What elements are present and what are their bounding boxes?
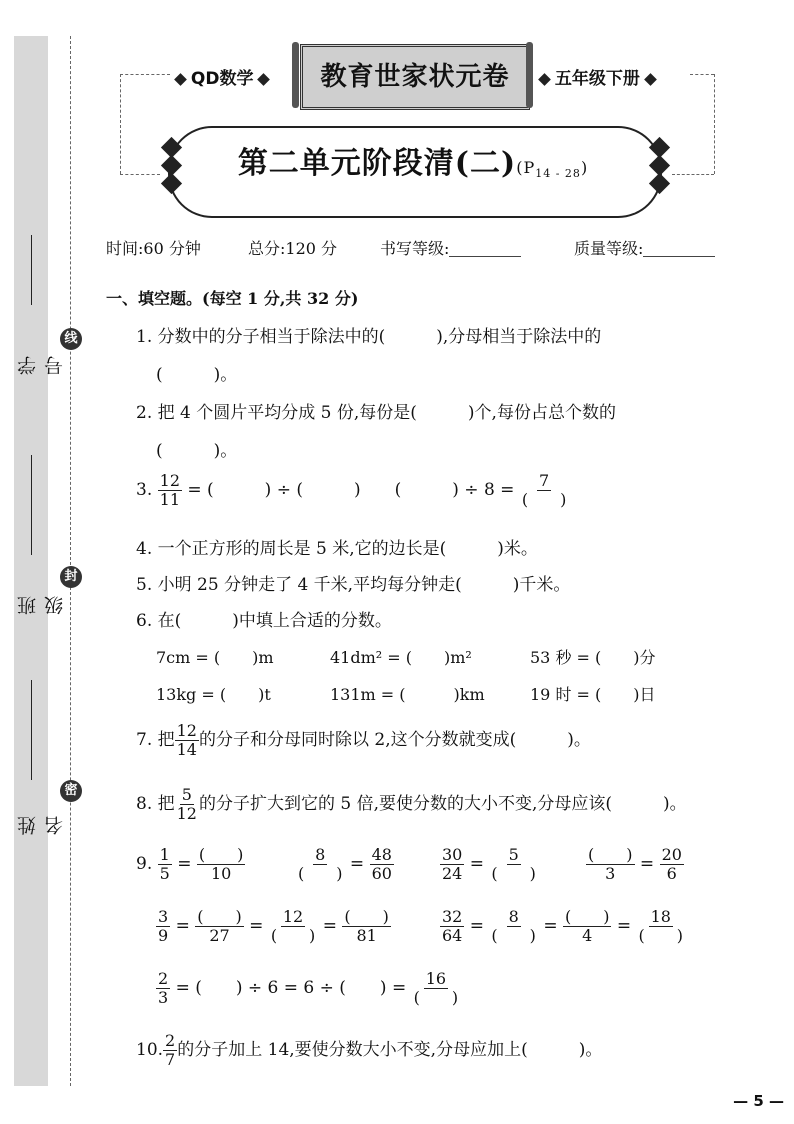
numerator: 32 bbox=[442, 907, 463, 926]
name-line bbox=[31, 680, 32, 780]
denominator: ( ) bbox=[270, 926, 316, 945]
numerator: ( ) bbox=[197, 907, 242, 926]
fraction bbox=[370, 846, 394, 883]
numerator: 3 bbox=[158, 907, 169, 926]
writing-label: 书写等级: bbox=[380, 239, 450, 258]
diamond-icon bbox=[174, 73, 187, 86]
numerator: ( ) bbox=[198, 845, 244, 864]
fraction bbox=[269, 908, 318, 945]
denominator: ( ) bbox=[638, 926, 684, 945]
numerator: 8 bbox=[508, 907, 519, 926]
header-dash bbox=[120, 74, 121, 174]
numerator: 5 bbox=[181, 785, 192, 804]
question-7 bbox=[136, 722, 591, 759]
question-9-row1: $\frac{( )}{3}$ = $\frac{20}{6}$ bbox=[588, 845, 682, 883]
denominator: 11 bbox=[159, 490, 180, 509]
fraction bbox=[197, 846, 246, 883]
page-range-close: ) bbox=[580, 158, 589, 177]
fraction bbox=[489, 908, 538, 945]
page-range-open: (P bbox=[516, 158, 536, 177]
numerator: 12 bbox=[282, 907, 304, 926]
fraction bbox=[158, 472, 182, 509]
denominator: 7 bbox=[165, 1050, 176, 1069]
fraction bbox=[342, 908, 391, 945]
question-4: 4. 一个正方形的周长是 5 米,它的边长是( )米。 bbox=[136, 539, 538, 559]
q7-text: 的分子和分母同时除以 2,这个分数就变成( )。 bbox=[198, 730, 591, 750]
q6-item: 7cm = ( )m bbox=[156, 648, 274, 667]
denominator: 6 bbox=[666, 864, 677, 883]
denominator: ( ) bbox=[298, 864, 343, 883]
numerator: ( ) bbox=[564, 907, 610, 926]
grade-label: 五年级下册 bbox=[554, 69, 640, 89]
q8-text: 的分子扩大到它的 5 倍,要使分数的大小不变,分母应该( )。 bbox=[198, 794, 687, 814]
denominator: 60 bbox=[371, 864, 392, 883]
fraction bbox=[586, 846, 635, 883]
question-9-row2: $\frac{32}{64}$ = $\frac{8}{( )}$ = $\frac{( )}{4}$ = $\frac{18}{( )}$ bbox=[442, 907, 684, 945]
binding-strip bbox=[14, 36, 66, 1086]
numerator: 2 bbox=[165, 1031, 176, 1050]
class-line bbox=[31, 455, 32, 555]
fraction bbox=[163, 1032, 177, 1069]
question-6: 6. 在( )中填上合适的分数。 bbox=[136, 611, 392, 631]
cut-line bbox=[70, 36, 71, 1086]
fraction bbox=[637, 908, 686, 945]
numerator: 2 bbox=[158, 969, 169, 988]
question-9-row1: $\frac{30}{24}$ = $\frac{5}{( )}$ bbox=[442, 845, 536, 883]
q8-prefix: 8. 把 bbox=[136, 794, 175, 814]
denominator: 12 bbox=[176, 804, 197, 823]
fraction bbox=[660, 846, 684, 883]
question-2-line1: 2. 把 4 个圆片平均分成 5 份,每份是( )个,每份占总个数的 bbox=[136, 403, 616, 423]
q3-text: = ( ) ÷ ( ) ( ) ÷ 8 = bbox=[187, 480, 515, 500]
denominator: ( ) bbox=[521, 490, 567, 509]
q10-prefix: 10. bbox=[136, 1040, 164, 1060]
student-no-line bbox=[31, 235, 32, 305]
quality-blank[interactable] bbox=[643, 242, 715, 257]
numerator: 7 bbox=[538, 471, 550, 490]
fraction bbox=[563, 908, 612, 945]
subject-label: QD数学 bbox=[190, 69, 254, 89]
q6-item: 19 时 = ( )日 bbox=[530, 685, 656, 704]
question-2-line2: ( )。 bbox=[156, 441, 238, 461]
denominator: 10 bbox=[210, 864, 232, 883]
seal-xian: 线 bbox=[60, 328, 82, 350]
fraction bbox=[440, 846, 464, 883]
header-dash bbox=[690, 74, 714, 75]
numerator: 30 bbox=[442, 845, 463, 864]
q6-item: 53 秒 = ( )分 bbox=[530, 648, 656, 667]
question-10 bbox=[136, 1032, 602, 1069]
section-heading: 一、填空题。(每空 1 分,共 32 分) bbox=[106, 289, 359, 308]
numerator: 48 bbox=[371, 845, 392, 864]
q6-item: 13kg = ( )t bbox=[156, 685, 271, 704]
title-text: 第二单元阶段清(二) bbox=[237, 146, 517, 181]
numerator: 8 bbox=[315, 845, 326, 864]
class-label: 班级 bbox=[17, 594, 66, 616]
header-dash bbox=[120, 174, 160, 175]
numerator: 16 bbox=[425, 969, 447, 988]
fraction bbox=[440, 908, 464, 945]
q3-number: 3. bbox=[136, 480, 153, 500]
header-dash bbox=[714, 74, 715, 174]
denominator: ( ) bbox=[491, 926, 536, 945]
q6-item: 131m = ( )km bbox=[330, 685, 485, 704]
fraction bbox=[412, 970, 461, 1007]
fraction bbox=[175, 722, 199, 759]
question-9-row1: 9. $\frac{1}{5}$ = $\frac{( )}{10}$ bbox=[136, 845, 244, 883]
seal-mi: 密 bbox=[60, 780, 82, 802]
denominator: 14 bbox=[176, 740, 197, 759]
name-label: 姓名 bbox=[17, 814, 66, 836]
fraction bbox=[175, 786, 199, 823]
total-info: 总分:120 分 bbox=[248, 239, 338, 258]
seal-feng: 封 bbox=[60, 566, 82, 588]
question-1-line1: 1. 分数中的分子相当于除法中的( ),分母相当于除法中的 bbox=[136, 327, 602, 347]
question-8 bbox=[136, 786, 687, 823]
numerator: 5 bbox=[508, 845, 519, 864]
q7-prefix: 7. 把 bbox=[136, 730, 175, 750]
fraction bbox=[520, 472, 569, 509]
question-9-row3 bbox=[156, 970, 460, 1007]
numerator: 12 bbox=[176, 721, 197, 740]
page-range: 14 - 28 bbox=[535, 167, 581, 181]
fraction bbox=[156, 970, 170, 1007]
denominator: 9 bbox=[158, 926, 169, 945]
numerator: ( ) bbox=[344, 907, 389, 926]
numerator: 12 bbox=[159, 471, 180, 490]
denominator: 4 bbox=[582, 926, 593, 945]
denominator: 3 bbox=[605, 864, 616, 883]
numerator: 20 bbox=[661, 845, 682, 864]
scroll-pole bbox=[526, 42, 533, 108]
question-5: 5. 小明 25 分钟走了 4 千米,平均每分钟走( )千米。 bbox=[136, 575, 571, 595]
question-1-line2: ( )。 bbox=[156, 365, 238, 385]
banner-title: 教育世家状元卷 bbox=[300, 44, 530, 110]
diamond-icon bbox=[258, 73, 271, 86]
page-title bbox=[168, 138, 658, 182]
q9-number: 9. bbox=[136, 854, 153, 874]
diamond-icon bbox=[644, 73, 657, 86]
denominator: 5 bbox=[159, 864, 170, 883]
denominator: 81 bbox=[356, 926, 377, 945]
question-9-row1: $\frac{8}{( )}$ = $\frac{48}{60}$ bbox=[298, 845, 392, 883]
fraction bbox=[195, 908, 244, 945]
page-number: — 5 — bbox=[733, 1092, 784, 1110]
header-dash bbox=[120, 74, 170, 75]
numerator: ( ) bbox=[588, 845, 633, 864]
fraction bbox=[158, 846, 172, 883]
scroll-pole bbox=[292, 42, 299, 108]
denominator: 27 bbox=[209, 926, 230, 945]
numerator: 18 bbox=[650, 907, 671, 926]
question-9-row2: $\frac{3}{9}$ = $\frac{( )}{27}$ = $\frac{12}{( )}$ = $\frac{( )}{81}$ bbox=[158, 907, 389, 945]
writing-grade bbox=[380, 236, 521, 259]
q10-text: 的分子加上 14,要使分数大小不变,分母应加上( )。 bbox=[177, 1040, 603, 1060]
header-dash bbox=[672, 174, 714, 175]
denominator: ( ) bbox=[491, 864, 536, 883]
grade-tag bbox=[540, 64, 655, 89]
writing-blank[interactable] bbox=[449, 242, 521, 257]
diamond-icon bbox=[538, 73, 551, 86]
denominator: ( ) bbox=[413, 988, 459, 1007]
student-no-label: 学号 bbox=[17, 354, 66, 376]
denominator: 3 bbox=[158, 988, 169, 1007]
time-info: 时间:60 分钟 bbox=[106, 239, 201, 258]
question-3 bbox=[136, 472, 568, 509]
fraction bbox=[489, 846, 538, 883]
fraction bbox=[156, 908, 170, 945]
quality-label: 质量等级: bbox=[574, 239, 644, 258]
denominator: 64 bbox=[442, 926, 463, 945]
quality-grade bbox=[574, 236, 715, 259]
numerator: 1 bbox=[159, 845, 170, 864]
fraction bbox=[296, 846, 345, 883]
q6-item: 41dm² = ( )m² bbox=[330, 648, 472, 667]
subject-tag bbox=[176, 64, 268, 89]
q9-row3-text: = ( ) ÷ 6 = 6 ÷ ( ) = bbox=[175, 978, 407, 998]
denominator: 24 bbox=[442, 864, 463, 883]
